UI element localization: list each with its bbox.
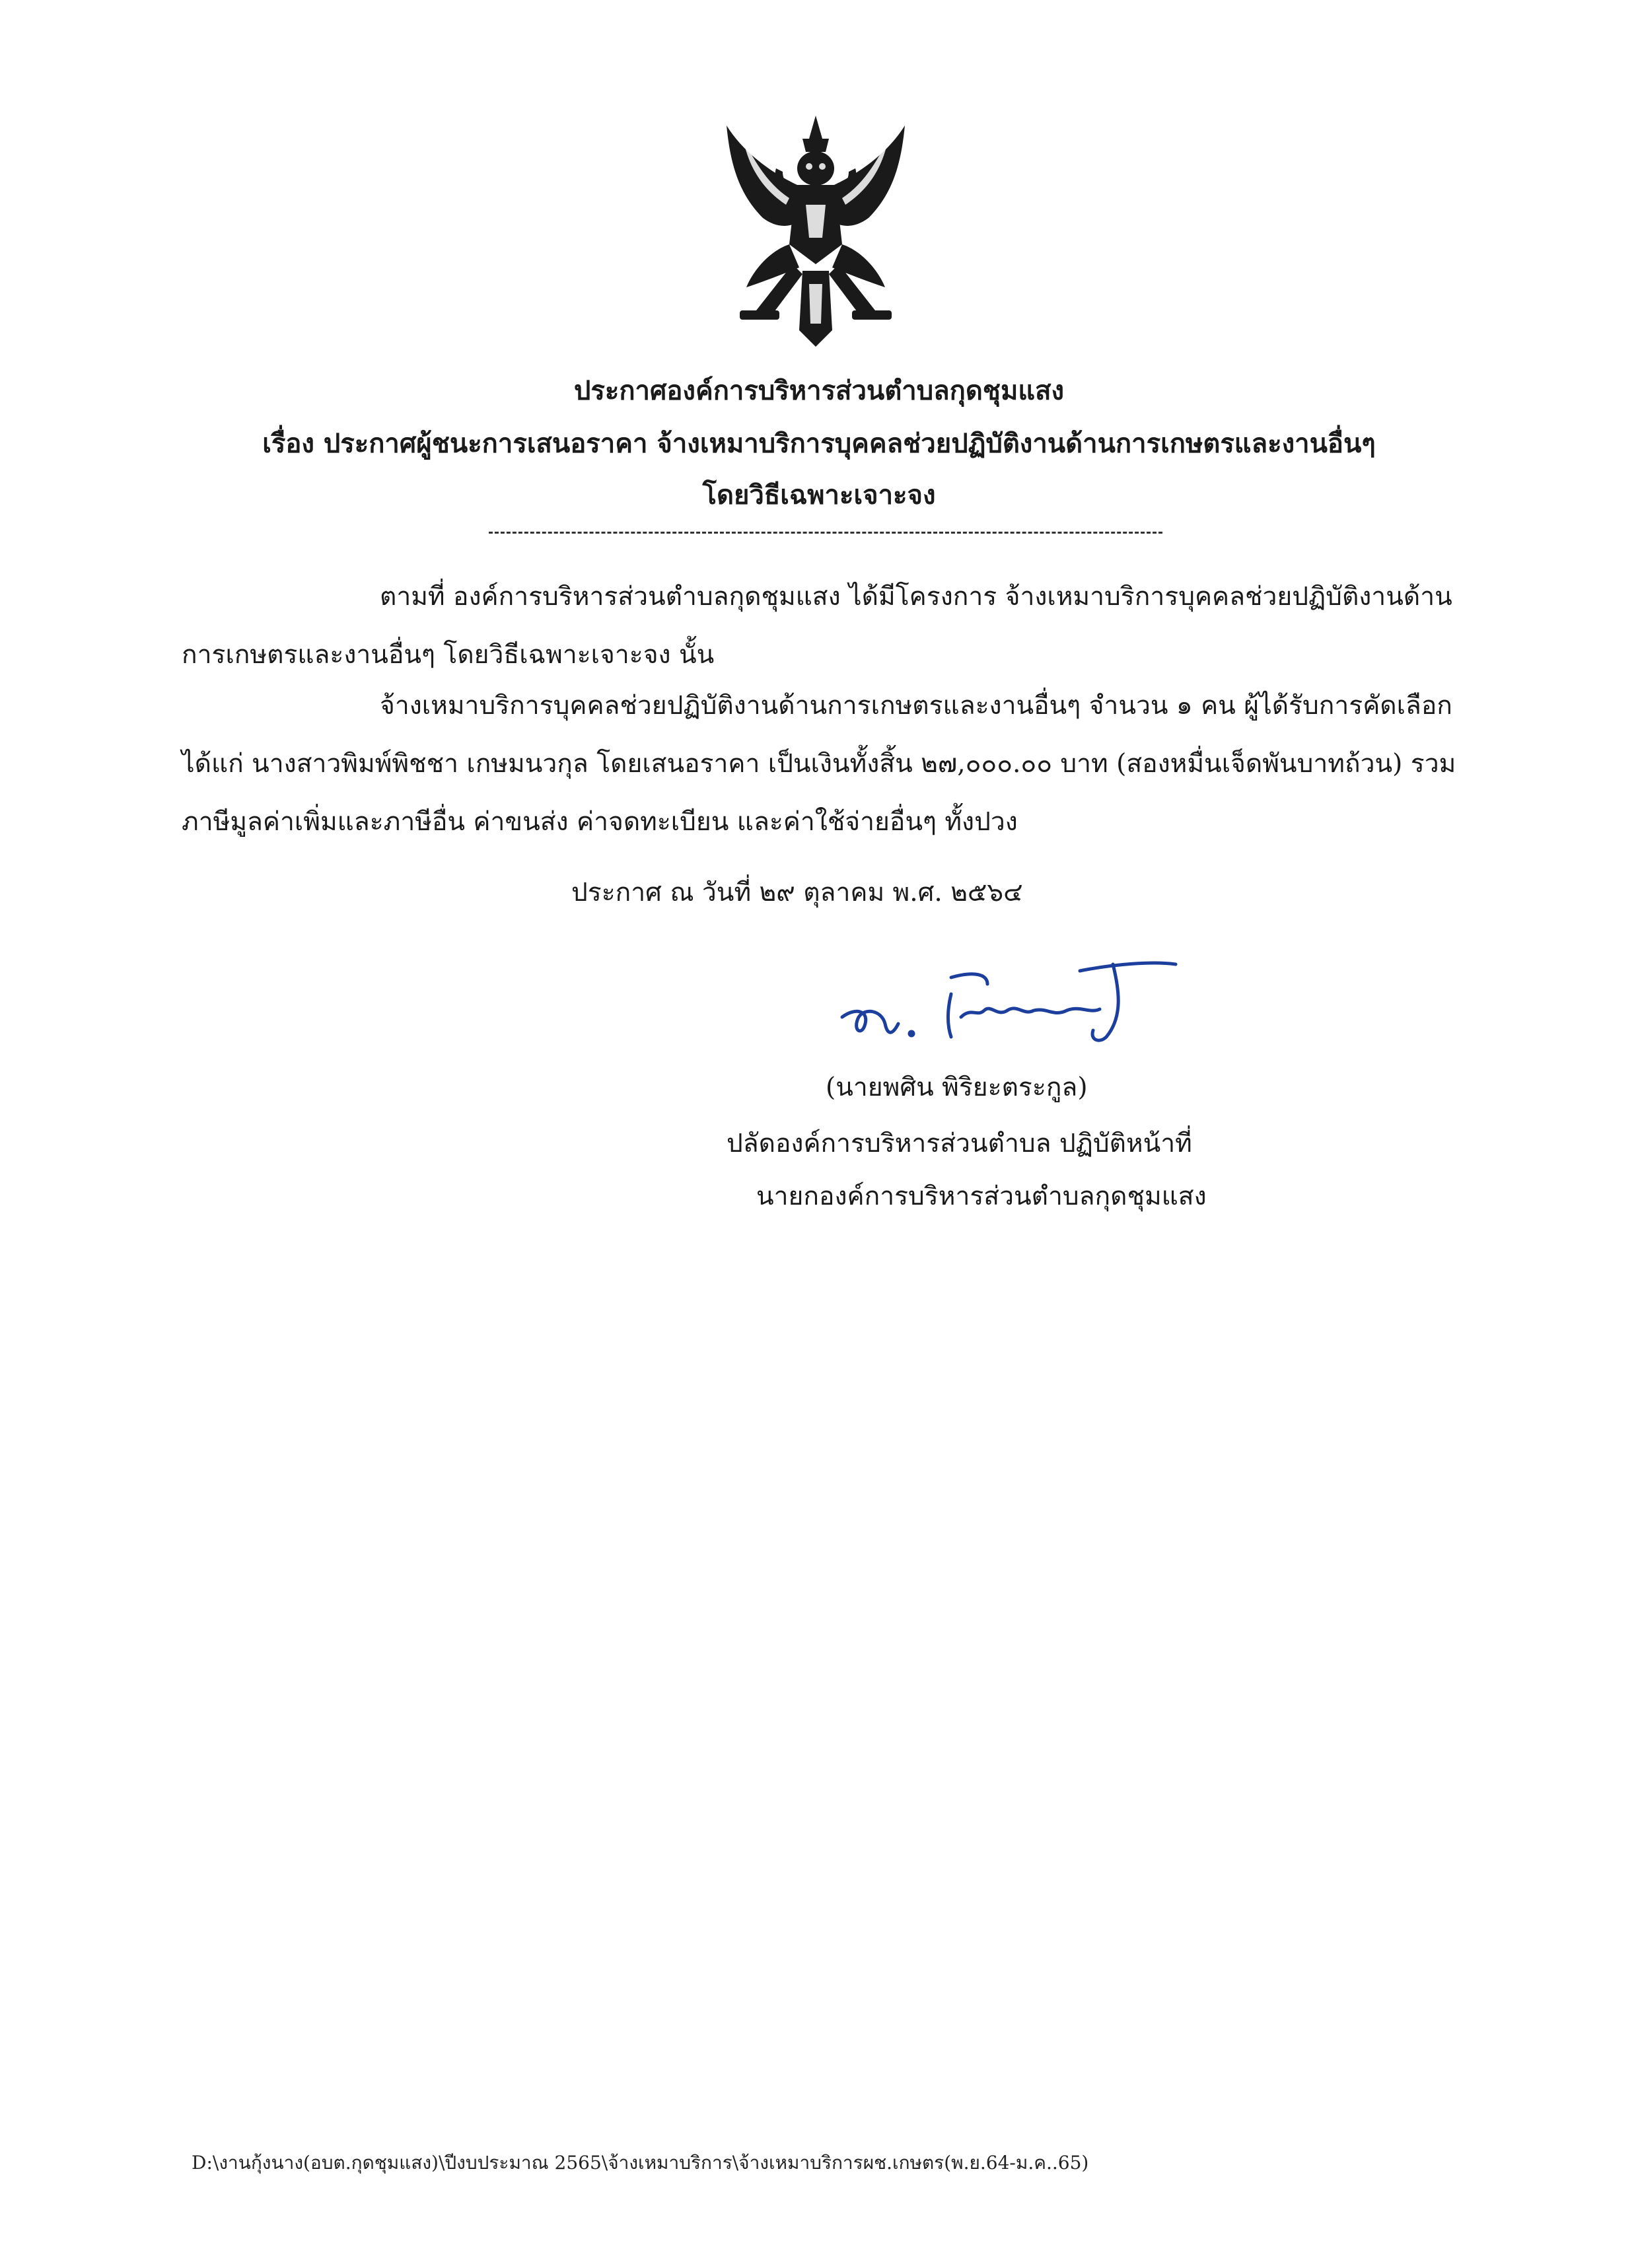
signer-position-2: นายกองค์การบริหารส่วนตำบลกุดชุมแสง: [756, 1182, 1207, 1211]
announcement-subject: เรื่อง ประกาศผู้ชนะการเสนอราคา จ้างเหมาบริการบุคคลช่วยปฏิบัติงานด้านการเกษตรและงานอื่นๆ: [262, 428, 1376, 459]
garuda-emblem-icon: [717, 112, 915, 350]
announcement-method: โดยวิธีเฉพาะเจาะจง: [702, 479, 936, 511]
signature-icon: [829, 944, 1186, 1057]
body-paragraph-1-text: ตามที่ องค์การบริหารส่วนตำบลกุดชุมแสง ได้มีโครงการ จ้างเหมาบริการบุคคลช่วยปฏิบัติงานด้านการเกษตรและงานอื่นๆ โดยวิธีเฉพาะเจาะจง นั้น: [182, 582, 1452, 670]
signer-position-1: ปลัดองค์การบริหารส่วนตำบล ปฏิบัติหน้าที่: [727, 1129, 1192, 1158]
title-divider: [489, 532, 1162, 534]
file-path-footer: D:\งานกุ้งนาง(อบต.กุดชุมแสง)\ปีงบประมาณ 2565\จ้างเหมาบริการ\จ้างเหมาบริการผช.เกษตร(พ.ย.64-ม.ค..65): [192, 2152, 1089, 2174]
body-paragraph-2-text: จ้างเหมาบริการบุคคลช่วยปฏิบัติงานด้านการเกษตรและงานอื่นๆ จำนวน ๑ คน ผู้ได้รับการคัดเลือก ได้แก่ นางสาวพิมพ์พิชชา เกษมนวกุล โดยเสนอราคา เป็นเงินทั้งสิ้น ๒๗,๐๐๐.๐๐ บาท (สองหมื่นเจ็ดพันบาทถ้วน) รวมภาษีมูลค่าเพิ่มและภาษีอื่น ค่าขนส่ง ค่าจดทะเบียน และค่าใช้จ่ายอื่นๆ ทั้งปวง: [182, 691, 1456, 837]
announcement-title: ประกาศองค์การบริหารส่วนตำบลกุดชุมแสง: [573, 375, 1065, 406]
body-paragraph-2: [182, 677, 1476, 851]
signer-name: (นายพศิน พิริยะตระกูล): [826, 1073, 1088, 1102]
body-paragraph-1: [182, 568, 1476, 684]
announcement-date: ประกาศ ณ วันที่ ๒๙ ตุลาคม พ.ศ. ๒๕๖๔: [571, 878, 1023, 907]
